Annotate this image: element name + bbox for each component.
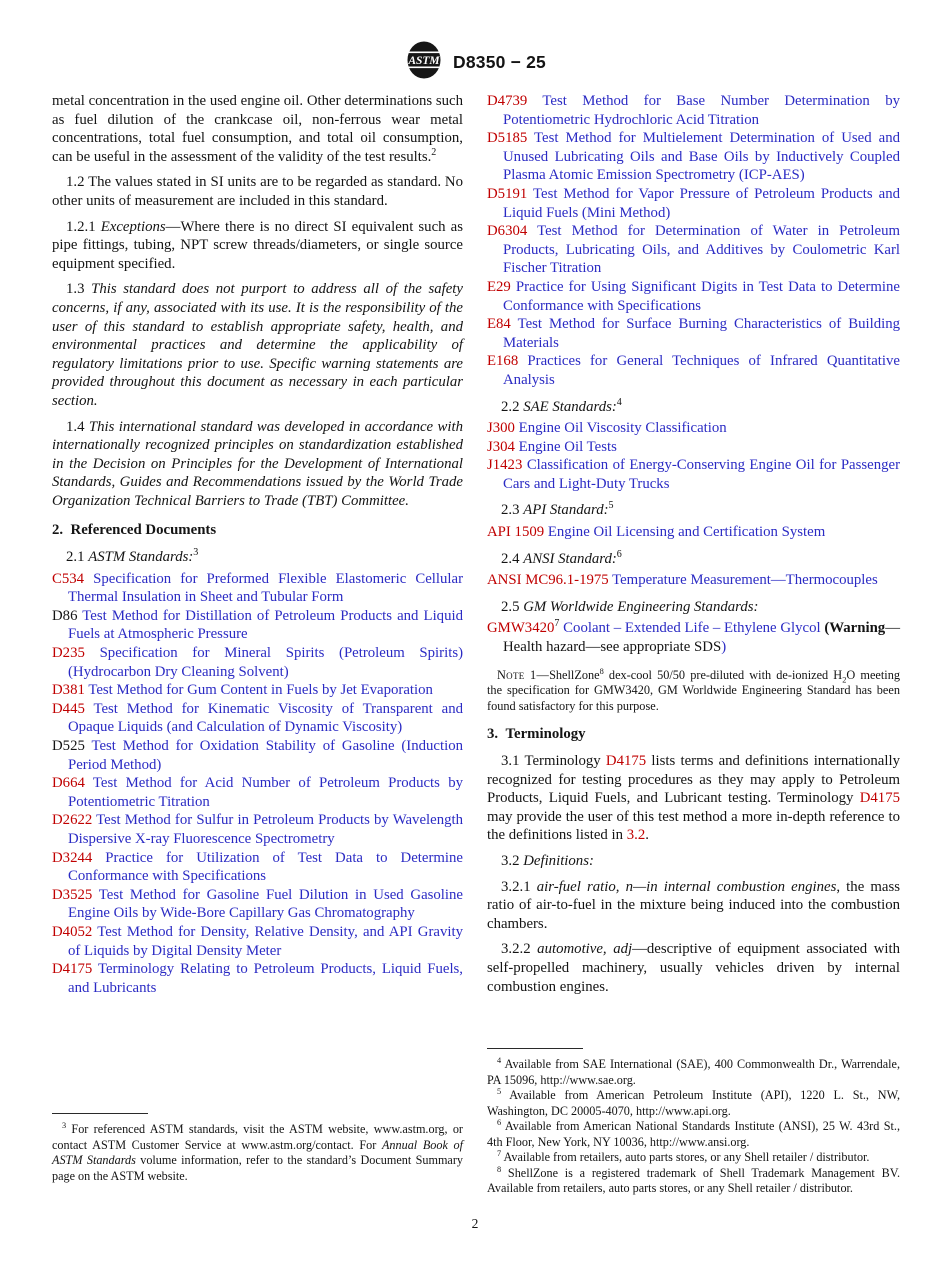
standard-designation-link[interactable]: D664: [52, 775, 85, 792]
footnote-ref-4[interactable]: 4: [616, 396, 622, 408]
note-1: [487, 668, 900, 715]
footnote-number: 3: [62, 1120, 67, 1130]
paragraph-text: metal concentration in the used engine oil. Other determinations such as fuel dilution of the crankcase oil, non-ferrous wear metal concentrations, total fuel consumption, and total oil consumption, can be useful in the assessment of the validity of the test results.: [52, 93, 463, 165]
clause-title: GM Worldwide Engineering Standards:: [523, 598, 759, 615]
clause-number: 1.3: [66, 281, 92, 298]
reference-entry: [487, 438, 900, 457]
standard-title-link[interactable]: Temperature Measurement—Thermocouples: [612, 572, 878, 589]
warning-close-paren: ): [721, 639, 727, 656]
page-header: [0, 40, 950, 85]
standard-title-link[interactable]: Specification for Mineral Spirits (Petroleum Spirits) (Hydrocarbon Dry Cleaning Solvent): [68, 645, 464, 680]
reference-entry: [487, 278, 900, 315]
right-footnotes: [487, 1048, 900, 1197]
svg-text:ASTM: ASTM: [408, 55, 440, 67]
standard-designation-link[interactable]: D4739: [487, 93, 528, 109]
clause-title: API Standard:: [523, 502, 609, 519]
clause-title: ANSI Standard:: [523, 550, 617, 567]
footnote-number: 5: [497, 1086, 502, 1096]
standard-title-link[interactable]: Test Method for Gum Content in Fuels by Jet Evaporation: [88, 682, 433, 699]
standard-title-link[interactable]: Classification of Energy-Conserving Engine Oil for Passenger Cars and Light-Duty Trucks: [503, 457, 900, 492]
reference-entry: [487, 315, 900, 352]
defined-term: air-fuel ratio, n—in internal combustion engines: [536, 878, 837, 895]
standard-title-link[interactable]: Terminology Relating to Petroleum Products, Liquid Fuels, and Lubricants: [68, 961, 464, 996]
section-number: 2.: [52, 522, 64, 539]
standard-designation-link[interactable]: D3244: [52, 849, 93, 866]
standard-title-link[interactable]: Test Method for Acid Number of Petroleum Products by Potentiometric Titration: [68, 775, 463, 810]
standard-designation-link[interactable]: J1423: [487, 457, 523, 474]
reference-entry: [487, 129, 900, 185]
reference-entry: [487, 185, 900, 222]
standard-designation-link[interactable]: D4175: [52, 961, 93, 978]
standard-title-link[interactable]: Practice for Utilization of Test Data to Determine Conformance with Specifications: [68, 849, 463, 885]
footnote-number: 6: [497, 1117, 502, 1127]
reference-entry: [52, 849, 463, 886]
paragraph-3-2-2: [487, 940, 900, 996]
standard-title-link[interactable]: Test Method for Base Number Determination by Potentiometric Hydrochloric Acid Titration: [503, 93, 900, 128]
d4175-xref-link[interactable]: D4175: [859, 790, 900, 807]
note-label: Note 1—: [497, 667, 550, 682]
standard-designation-link[interactable]: D235: [52, 645, 85, 662]
right-column: [487, 92, 900, 1003]
standard-designation-link[interactable]: D2622: [52, 812, 93, 829]
footnote-ref-3[interactable]: 3: [193, 547, 199, 559]
reference-entry: [487, 571, 900, 590]
standard-title-link[interactable]: Test Method for Kinematic Viscosity of Transparent and Opaque Liquids (and Calculation of Dynamic Viscosity): [68, 700, 463, 736]
footnote-5: [487, 1088, 900, 1119]
paragraph-text: —Where there is no direct SI equivalent such as pipe fittings, tubing, NPT screw threads/diameters, or single source equipment specified.: [52, 218, 463, 272]
standard-title-link[interactable]: Coolant – Extended Life – Ethylene Glycol: [563, 620, 821, 637]
clause-number: 2.1: [66, 549, 89, 566]
reference-entry: [52, 923, 463, 960]
paragraph-1-3: [52, 280, 463, 410]
paragraph-3-2: [487, 852, 900, 871]
d4175-xref-link[interactable]: D4175: [605, 753, 647, 769]
footnote-separator: [52, 1113, 148, 1114]
reference-entry: [487, 222, 900, 278]
clause-number: 3.2: [501, 852, 524, 869]
subscript: 2: [842, 675, 847, 685]
standard-title-link[interactable]: Test Method for Density, Relative Density, and API Gravity of Liquids by Digital Density Meter: [68, 923, 463, 959]
clause-number: 2.5: [501, 598, 524, 615]
footnote-text: ShellZone is a registered trademark of Shell Trademark Management BV. Available from retailers, auto parts stores, or any Shell retailer / distributor.: [487, 1165, 900, 1195]
standard-designation-link[interactable]: E168: [487, 353, 519, 370]
footnote-8: [487, 1166, 900, 1197]
standard-title-link[interactable]: Test Method for Vapor Pressure of Petroleum Products and Liquid Fuels (Mini Method): [503, 185, 901, 221]
standard-title-link[interactable]: Specification for Preformed Flexible Elastomeric Cellular Thermal Insulation in Sheet and Tubular Form: [68, 570, 463, 606]
paragraph-text: , the mass ratio of air-to-fuel in the mixture being induced into the combustion chambers.: [487, 878, 900, 932]
paragraph-1-2-1: [52, 218, 463, 274]
standard-title-link[interactable]: Test Method for Surface Burning Characteristics of Building Materials: [503, 316, 900, 351]
standard-designation-link[interactable]: D445: [52, 700, 85, 717]
standard-designation-header: D8350 − 25: [453, 52, 546, 72]
reference-entry: [52, 570, 463, 607]
paragraph-1-1-continued: [52, 92, 463, 166]
footnote-number: 7: [497, 1148, 502, 1158]
clause-number: 1.2.1: [66, 218, 101, 235]
paragraph-text: —descriptive of equipment associated with self-propelled machinery, usually vehicles driven by internal combustion engines.: [487, 941, 900, 995]
standard-designation-link[interactable]: D525: [52, 738, 85, 754]
standard-title-link[interactable]: Engine Oil Licensing and Certification System: [547, 524, 826, 541]
standard-designation-link[interactable]: API 1509: [487, 524, 545, 541]
footnote-number: 8: [497, 1164, 502, 1174]
clause-title: SAE Standards:: [523, 398, 617, 415]
paragraph-text: .: [645, 827, 649, 844]
left-footnotes: [52, 1113, 463, 1184]
footnote-3: [52, 1122, 463, 1184]
section-2-1-heading: [52, 548, 463, 567]
clause-number: 2.2: [501, 398, 524, 415]
footnote-number: 4: [497, 1055, 502, 1065]
footnote-ref-7[interactable]: 7: [554, 618, 560, 630]
reference-entry: [52, 700, 463, 737]
standard-designation-link[interactable]: GMW3420: [487, 620, 555, 637]
section-2-5-heading: [487, 598, 900, 617]
paragraph-text: may provide the user of this test method a more in-depth reference to the definitions listed in: [487, 808, 900, 844]
footnote-ref-8[interactable]: 8: [599, 666, 604, 676]
standard-designation-link[interactable]: D381: [52, 682, 85, 699]
reference-entry: [487, 523, 900, 542]
reference-entry: [487, 352, 900, 389]
reference-entry: [52, 774, 463, 811]
footnote-text: For referenced ASTM standards, visit the ASTM website, www.astm.org, or contact ASTM Customer Service at www.astm.org/contact. For: [52, 1122, 463, 1152]
reference-entry: [52, 960, 463, 997]
clause-number: 2.4: [501, 550, 524, 567]
footnote-separator: [487, 1048, 583, 1049]
standard-title-link[interactable]: Test Method for Sulfur in Petroleum Products by Wavelength Dispersive X-ray Fluorescence Spectrometry: [68, 812, 464, 847]
reference-entry-gmw3420: [487, 619, 900, 656]
left-column: [52, 92, 463, 997]
section-2-2-heading: [487, 398, 900, 417]
footnote-text: Available from SAE International (SAE), 400 Commonwealth Dr., Warrendale, PA 15096, http://www.sae.org.: [487, 1057, 900, 1087]
clause-number: 1.4: [66, 418, 89, 435]
note-text: dex-cool 50/50 pre-diluted with de-ionized H: [603, 667, 843, 682]
standard-designation-link[interactable]: E29: [487, 278, 511, 295]
clause-number: 3.2.2: [501, 941, 538, 958]
standard-designation-link[interactable]: D3525: [52, 886, 93, 903]
footnote-7: [487, 1150, 900, 1166]
clause-number: 2.3: [501, 502, 524, 519]
standard-designation-link[interactable]: D6304: [487, 223, 528, 240]
standard-designation-link[interactable]: E84: [487, 316, 511, 333]
footnote-text: Available from American Petroleum Institute (API), 1220 L. St., NW, Washington, DC 20005-4070, http://www.api.org.: [487, 1088, 900, 1118]
footnote-4: [487, 1057, 900, 1088]
standard-title-link[interactable]: Test Method for Distillation of Petroleum Products and Liquid Fuels at Atmospheric Pressure: [68, 607, 463, 643]
clause-3-2-xref-link[interactable]: 3.2: [626, 827, 646, 844]
section-2-3-heading: [487, 501, 900, 520]
clause-term: Exceptions: [100, 218, 166, 235]
standard-title-link[interactable]: Practice for Using Significant Digits in Test Data to Determine Conformance with Specifications: [503, 278, 900, 314]
defined-term: automotive, adj: [537, 941, 633, 958]
standard-title-link[interactable]: Test Method for Multielement Determination of Used and Unused Lubricating Oils and Base Oils by Inductively Coupled Plasma Atomic Emission Spectrometry (ICP-AES): [503, 130, 900, 184]
warning-label: (Warning: [824, 620, 886, 637]
reference-entry: [487, 456, 900, 493]
paragraph-3-2-1: [487, 878, 900, 934]
footnote-ref-2[interactable]: 2: [431, 146, 437, 158]
standard-designation-link[interactable]: D5191: [487, 185, 528, 202]
section-2-4-heading: [487, 550, 900, 569]
reference-entry: [52, 737, 463, 774]
paragraph-text: 3.1 Terminology: [501, 753, 606, 769]
standard-title-link[interactable]: Test Method for Oxidation Stability of Gasoline (Induction Period Method): [68, 738, 463, 773]
reference-entry: [52, 644, 463, 681]
paragraph-1-4: [52, 418, 463, 511]
reference-entry: [52, 886, 463, 923]
footnote-6: [487, 1119, 900, 1150]
footnote-text: Available from American National Standards Institute (ANSI), 25 W. 43rd St., 4th Floor, New York, NY 10036, http://www.ansi.org.: [487, 1119, 900, 1149]
section-number: 3.: [487, 726, 499, 743]
standard-designation-link[interactable]: J304: [487, 438, 515, 455]
footnote-ref-6[interactable]: 6: [616, 548, 622, 560]
standard-designation-link[interactable]: J300: [487, 420, 515, 437]
reference-entry: [52, 607, 463, 644]
section-title: Referenced Documents: [70, 522, 217, 539]
standard-title-link[interactable]: Test Method for Determination of Water in Petroleum Products, Lubricating Oils, and Additives by Coulometric Karl Fischer Titration: [503, 223, 900, 277]
footnote-ref-5[interactable]: 5: [608, 500, 614, 512]
footnote-italic: Annual Book of ASTM Standards: [52, 1137, 463, 1167]
standard-title-link[interactable]: Practices for General Techniques of Infrared Quantitative Analysis: [503, 353, 900, 388]
reference-entry: [52, 681, 463, 700]
standard-designation-link[interactable]: C534: [52, 570, 85, 587]
paragraph-text: This standard does not purport to address all of the safety concerns, if any, associated with its use. It is the responsibility of the user of this standard to establish appropriate safety, health, and environmental practices and determine the applicability of regulatory limitations prior to use. Specific warning statements are provided throughout this document as necessary in each particular section.: [52, 281, 463, 409]
footnote-text: Available from retailers, auto parts stores, or any Shell retailer / distributor.: [501, 1150, 870, 1164]
section-3-heading: [487, 725, 900, 744]
reference-entry: [487, 419, 900, 438]
paragraph-text: This international standard was developed in accordance with internationally recognized principles on standardization established in the Decision on Principles for the Development of International Standards, Guides and Recommendations issued by the World Trade Organization Technical Barriers to Trade (TBT) Committee.: [52, 418, 463, 509]
standard-designation-link[interactable]: D5185: [487, 130, 528, 147]
note-text: ShellZone: [549, 667, 600, 682]
standard-title-link[interactable]: Test Method for Gasoline Fuel Dilution in Used Gasoline Engine Oils by Wide-Bore Capillary Gas Chromatography: [68, 886, 463, 922]
standard-designation-link[interactable]: D4052: [52, 923, 93, 940]
paragraph-3-1: [487, 752, 900, 845]
clause-title: ASTM Standards:: [88, 549, 194, 566]
paragraph-1-2: 1.2 The values stated in SI units are to be regarded as standard. No other units of measurement are included in this standard.: [52, 174, 463, 209]
astm-logo-icon: [404, 40, 444, 85]
footnote-text: volume information, refer to the standard’s Document Summary page on the ASTM website.: [52, 1153, 463, 1183]
note-text: O meeting the specification for GMW3420, GM Worldwide Engineering Standard has been found satisfactory for this purpose.: [487, 667, 900, 713]
clause-number: 3.2.1: [501, 878, 537, 895]
reference-entry: [52, 811, 463, 848]
warning-text: —Health hazard—see appropriate SDS: [503, 620, 900, 656]
paragraph-text: lists terms and definitions internationally recognized for testing procedures as they may apply to Petroleum Products, Liquid Fuels, and Lubricant testing. Terminology: [487, 753, 900, 807]
reference-entry: [487, 92, 900, 129]
page-number: 2: [471, 1216, 479, 1231]
standard-title-link[interactable]: Engine Oil Tests: [518, 438, 617, 455]
standard-designation-link[interactable]: ANSI MC96.1-1975: [487, 572, 609, 589]
standard-designation-link[interactable]: D86: [52, 607, 78, 624]
clause-title: Definitions:: [523, 852, 594, 869]
section-2-heading: [52, 521, 463, 540]
standard-title-link[interactable]: Engine Oil Viscosity Classification: [518, 420, 727, 437]
section-title: Terminology: [505, 726, 586, 743]
